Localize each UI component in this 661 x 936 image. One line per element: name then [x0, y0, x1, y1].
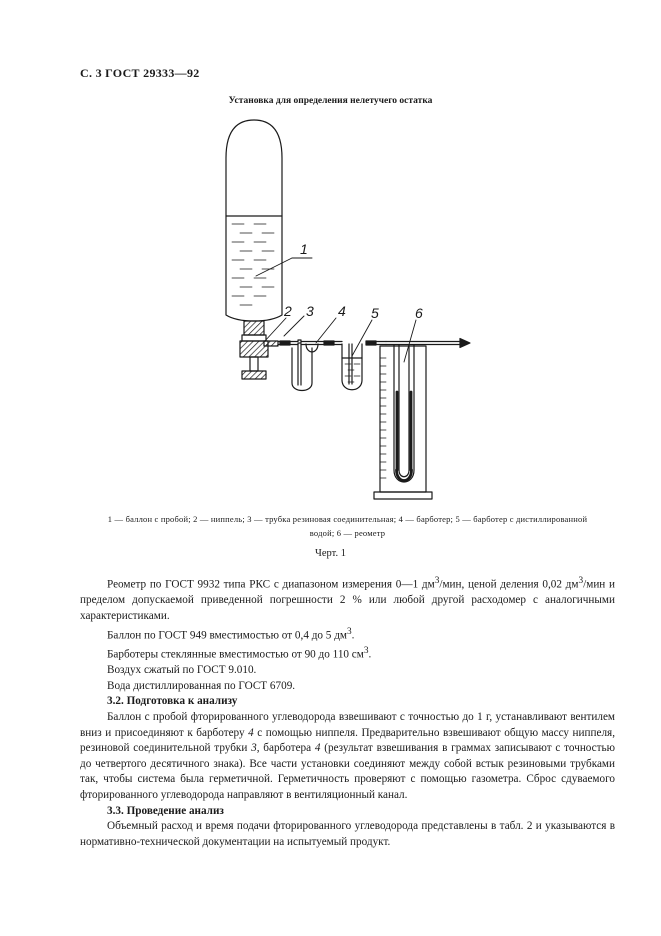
paragraph-bubblers: Барботеры стеклянные вместимостью от 90 до 110 $см^3$.	[107, 645, 372, 661]
legend-line-2: водой; 6 — реометр	[309, 528, 386, 538]
figure-caption: Черт. 1	[315, 548, 346, 559]
label-2: 2	[284, 303, 292, 319]
body-text	[80, 574, 615, 850]
cylinder-valve	[240, 321, 268, 379]
paragraph-preparation: Баллон с пробой фторированного углеводорода взвешивают с точностью до 1 г, устанавливают вентилем вниз и присоединяют к барботеру 4 с помощью ниппеля. Предварительно взвешивают общую массу ниппеля, резиновой соединительной трубки 3, барботера 4 (результат взвешивания в граммах записывают с точностью до четвертого десятичного знака). Все части установки соединяют между собой встык резиновыми трубками так, чтобы система была герметичной. Герметичность проверяют с помощью газометра. Сброс сдуваемого фторированного углеводорода направляют в вентиляционный канал.	[80, 710, 615, 801]
paragraph-procedure: Объемный расход и время подачи фторированного углеводорода представлены в табл. 2 и указываются в нормативно-технической документации на испытуемый продукт.	[80, 820, 615, 848]
nipple	[264, 341, 278, 346]
paragraph-rheometer: Реометр по ГОСТ 9932 типа РКС с диапазоном измерения 0—1 $дм^3$/мин, ценой деления 0,02 $дм^3$/мин и пределом допускаемой приведенной погрешности 2 % или любой другой расходомер с аналогичными характеристиками.	[80, 576, 616, 622]
bubbler-with-water	[342, 344, 362, 390]
paragraph-water: Вода дистиллированная по ГОСТ 6709.	[107, 679, 296, 692]
page-header: С. 3 ГОСТ 29333—92	[80, 66, 200, 80]
label-6: 6	[415, 305, 423, 321]
label-3: 3	[306, 303, 314, 319]
section-3-2-heading: 3.2. Подготовка к анализу	[107, 695, 238, 708]
label-5: 5	[371, 305, 379, 321]
label-1: 1	[300, 241, 308, 257]
paragraph-air: Воздух сжатый по ГОСТ 9.010.	[107, 664, 257, 677]
rheometer	[374, 345, 432, 499]
bubbler	[292, 344, 318, 391]
paragraph-cylinder: Баллон по ГОСТ 949 вместимостью от 0,4 до 5 $дм^3$.	[107, 626, 355, 642]
label-4: 4	[338, 303, 346, 319]
cylinder-with-sample	[226, 120, 282, 321]
connecting-tubes	[278, 339, 470, 348]
figure-legend	[80, 512, 615, 540]
figure-title: Установка для определения нелетучего остатка	[228, 96, 433, 106]
legend-line-1: 1 — баллон с пробой; 2 — ниппель; 3 — трубка резиновая соединительная; 4 — барботер; 5 — барботер с дистиллированной	[107, 514, 588, 524]
section-3-3-heading: 3.3. Проведение анализ	[107, 804, 224, 817]
